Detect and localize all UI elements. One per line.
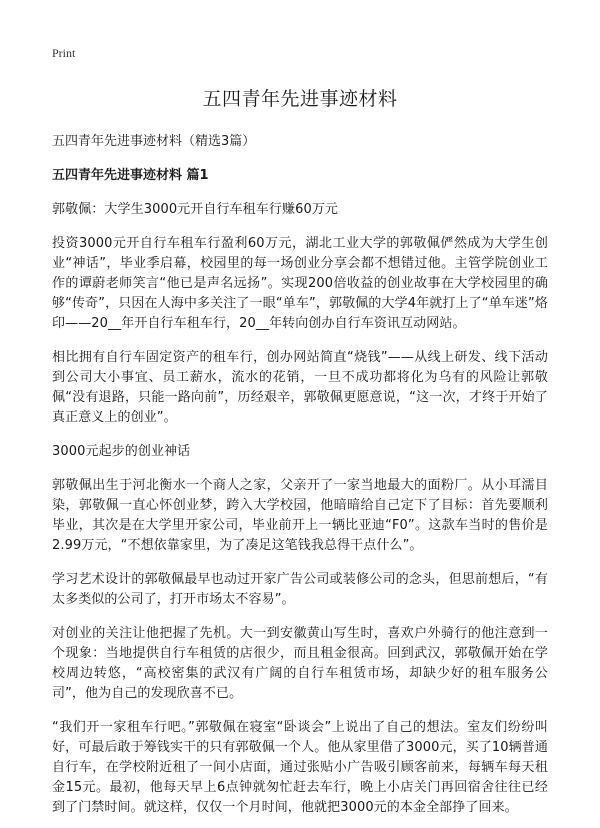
- paragraph-subheading: 3000元起步的创业神话: [52, 444, 191, 459]
- print-link[interactable]: Print: [52, 46, 76, 60]
- document-title: 五四青年先进事迹材料: [202, 88, 398, 110]
- document-subtitle: 五四青年先进事迹材料（精选3篇）: [52, 134, 256, 149]
- paragraph: 相比拥有自行车固定资产的租车行，创办网站简直“烧钱”——从线上研发、线下活动到公司大小事宜、员工薪水，流水的花销，一旦不成功都将化为乌有的风险让郭敬佩“没有退路，只能一路向前”，历经艰辛，郭敬佩更愿意说，“这一次，才终于开始了真正意义上的创业”。: [52, 350, 548, 425]
- paragraph: 投资3000元开自行车租车行盈利60万元，湖北工业大学的郭敬佩俨然成为大学生创业“神话”，毕业季启幕，校园里的每一场创业分享会都不想错过他。主管学院创业工作的谭蔚老师笑言“他已是声名远扬”。实现200倍收益的创业故事在大学校园里的确够“传奇”，只因在人海中多关注了一眼“单车”，郭敬佩的大学4年就打上了“单车迷”烙印——20__年开自行车租车行，20__年转向创办自行车资讯互动网站。: [52, 236, 548, 331]
- section-heading: 五四青年先进事迹材料 篇1: [52, 168, 209, 183]
- paragraph-headline: 郭敬佩：大学生3000元开自行车租车行赚60万元: [52, 202, 339, 217]
- paragraph: “我们开一家租车行吧。”郭敬佩在寝室“卧谈会”上说出了自己的想法。室友们纷纷叫好，可最后敢于筹钱实干的只有郭敬佩一个人。他从家里借了3000元，买了10辆普通自行车，在学校附近租了一间小店面，通过张贴小广告吸引顾客前来，每辆车每天租金15元。最初，他每天早上6点钟就匆忙赶去车行，晚上小店关门再回宿舍往往已经到了门禁时间。就这样，仅仅一个月时间，他就把3000元的本金全部挣了回来。: [52, 720, 548, 815]
- paragraph: 学习艺术设计的郭敬佩最早也动过开家广告公司或装修公司的念头，但思前想后，“有太多类似的公司了，打开市场太不容易”。: [52, 572, 548, 607]
- paragraph: 对创业的关注让他把握了先机。大一到安徽黄山写生时，喜欢户外骑行的他注意到一个现象：当地提供自行车租赁的店很少，而且租金很高。回到武汉，郭敬佩开始在学校周边转悠，“高校密集的武汉有广阔的自行车租赁市场，却缺少好的租车服务公司”，他为自己的发现欣喜不已。: [52, 626, 548, 701]
- paragraph: 郭敬佩出生于河北衡水一个商人之家，父亲开了一家当地最大的面粉厂。从小耳濡目染，郭敬佩一直心怀创业梦，跨入大学校园，他暗暗给自己定下了目标：首先要顺利毕业，其次是在大学里开家公司，毕业前开上一辆比亚迪“F0”。这款车当时的售价是2.99万元，“不想依靠家里，为了凑足这笔钱我总得干点什么”。: [52, 478, 548, 553]
